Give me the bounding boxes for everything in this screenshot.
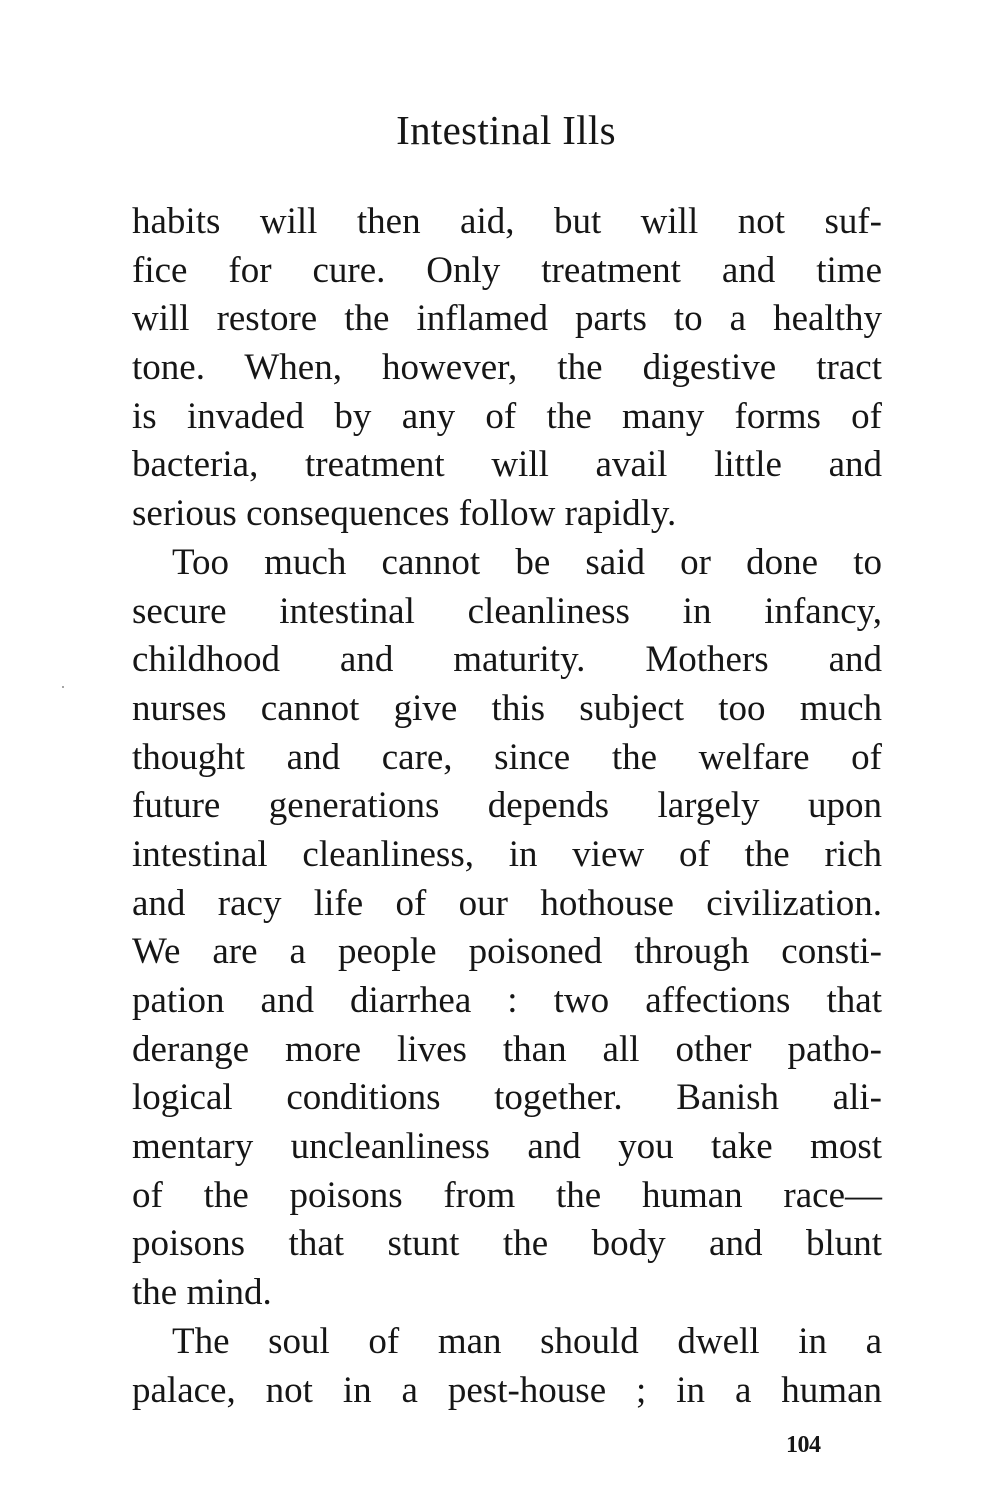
page-number: 104	[786, 1432, 821, 1458]
text-line: fice for cure. Only treatment and time	[132, 249, 882, 291]
text-line: mentary uncleanliness and you take most	[132, 1126, 882, 1168]
print-speck	[62, 686, 64, 688]
text-line: serious consequences follow rapidly.	[132, 493, 677, 535]
text-line: thought and care, since the welfare of	[132, 736, 882, 778]
text-line: logical conditions together. Banish ali-	[132, 1077, 882, 1119]
paragraph	[132, 1318, 882, 1415]
text-line: bacteria, treatment will avail little and	[132, 444, 882, 486]
text-line: is invaded by any of the many forms of	[132, 395, 882, 437]
text-line: tone. When, however, the digestive tract	[132, 347, 882, 389]
text-line: palace, not in a pest-house ; in a human	[132, 1369, 882, 1411]
text-line: derange more lives than all other patho-	[132, 1028, 882, 1070]
text-line: The soul of man should dwell in a	[172, 1320, 882, 1362]
text-line: of the poisons from the human race—	[132, 1174, 882, 1216]
text-line: We are a people poisoned through consti-	[132, 931, 882, 973]
text-line: future generations depends largely upon	[132, 785, 882, 827]
text-line: childhood and maturity. Mothers and	[132, 639, 882, 681]
text-line: habits will then aid, but will not suf-	[132, 201, 882, 242]
text-line: Too much cannot be said or done to	[172, 541, 882, 583]
text-line: intestinal cleanliness, in view of the rich	[132, 833, 882, 875]
paragraph	[132, 198, 882, 539]
paragraph	[132, 539, 882, 1318]
body-text	[132, 198, 882, 1415]
text-line: secure intestinal cleanliness in infancy,	[132, 590, 882, 632]
text-line: pation and diarrhea : two affections that	[132, 980, 882, 1021]
running-head: Intestinal Ills	[396, 107, 616, 153]
text-line: and racy life of our hothouse civilization.	[132, 882, 882, 924]
text-line: the mind.	[132, 1272, 272, 1314]
text-line: poisons that stunt the body and blunt	[132, 1223, 882, 1265]
text-line: nurses cannot give this subject too much	[132, 687, 882, 729]
text-line: will restore the inflamed parts to a healthy	[132, 298, 882, 340]
